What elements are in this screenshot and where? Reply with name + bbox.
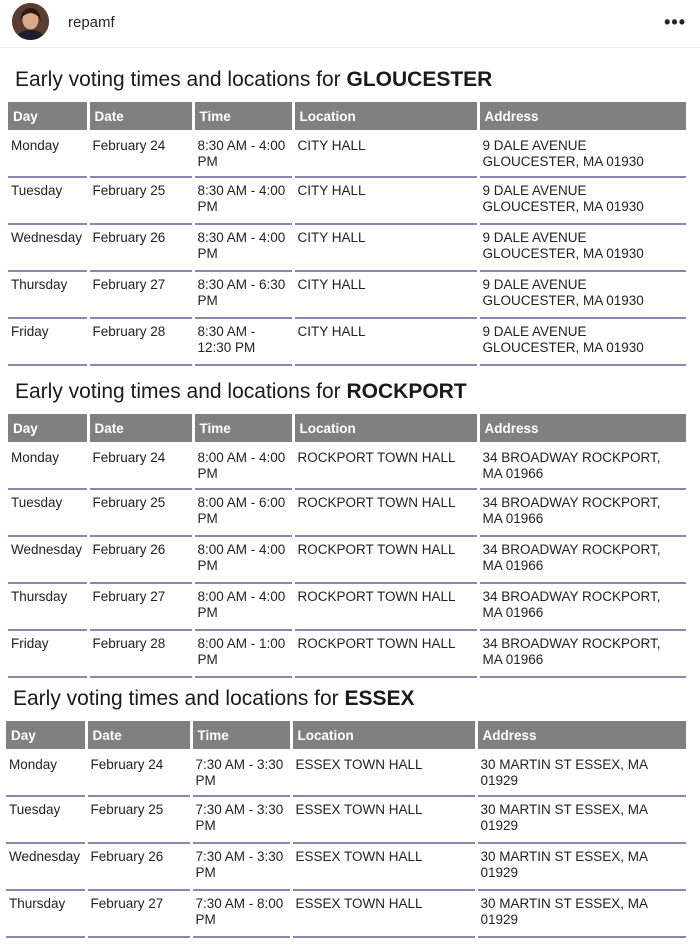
cell-location: CITY HALL: [293, 177, 478, 224]
cell-address: 9 DALE AVENUE GLOUCESTER, MA 01930: [478, 177, 686, 224]
table-row: [8, 489, 686, 536]
cell-time: 7:30 AM - 3:30 PM: [191, 749, 291, 796]
cell-address: 30 MARTIN ST ESSEX, MA 01929: [476, 749, 686, 796]
cell-time: 7:30 AM - 3:30 PM: [191, 843, 291, 890]
cell-date: February 26: [88, 224, 193, 271]
cell-date: February 28: [88, 318, 193, 365]
cell-date: February 25: [88, 489, 193, 536]
table-header-row: [8, 414, 686, 442]
section-title-town: ESSEX: [344, 687, 415, 710]
table-row: [8, 318, 686, 365]
cell-day: Friday: [8, 630, 88, 677]
cell-day: Tuesday: [8, 177, 88, 224]
cell-date: February 26: [86, 843, 191, 890]
cell-location: ROCKPORT TOWN HALL: [293, 489, 478, 536]
table-row: [8, 442, 686, 489]
cell-day: Thursday: [8, 271, 88, 318]
column-header-address: Address: [478, 414, 686, 442]
schedule-table-rockport: [8, 414, 686, 678]
cell-address: 34 BROADWAY ROCKPORT, MA 01966: [478, 442, 686, 489]
cell-location: CITY HALL: [293, 318, 478, 365]
cell-location: ESSEX TOWN HALL: [291, 796, 476, 843]
cell-address: 9 DALE AVENUE GLOUCESTER, MA 01930: [478, 224, 686, 271]
table-row: [8, 583, 686, 630]
cell-day: Wednesday: [8, 224, 88, 271]
cell-date: February 25: [88, 177, 193, 224]
avatar[interactable]: [12, 3, 49, 40]
column-header-address: Address: [476, 721, 686, 749]
column-header-date: Date: [86, 721, 191, 749]
cell-day: Monday: [8, 442, 88, 489]
table-row: [6, 890, 686, 937]
cell-date: February 25: [86, 796, 191, 843]
cell-location: ROCKPORT TOWN HALL: [293, 442, 478, 489]
table-row: [6, 843, 686, 890]
table-row: [6, 749, 686, 796]
cell-day: Thursday: [6, 890, 86, 937]
cell-date: February 27: [88, 583, 193, 630]
cell-time: 8:00 AM - 4:00 PM: [193, 442, 293, 489]
section-title-town: GLOUCESTER: [346, 68, 493, 91]
cell-time: 8:00 AM - 1:00 PM: [193, 630, 293, 677]
cell-day: Monday: [6, 749, 86, 796]
cell-time: 7:30 AM - 3:30 PM: [191, 796, 291, 843]
post-username[interactable]: repamf: [68, 14, 115, 31]
section-title-essex: [13, 687, 415, 711]
cell-location: CITY HALL: [293, 130, 478, 177]
cell-date: February 24: [86, 749, 191, 796]
cell-address: 30 MARTIN ST ESSEX, MA 01929: [476, 843, 686, 890]
column-header-address: Address: [478, 102, 686, 130]
cell-day: Monday: [8, 130, 88, 177]
column-header-location: Location: [291, 721, 476, 749]
section-title-town: ROCKPORT: [346, 380, 467, 403]
schedule-table-gloucester: [8, 102, 686, 366]
cell-date: February 26: [88, 536, 193, 583]
table-row: [8, 630, 686, 677]
cell-day: Wednesday: [6, 843, 86, 890]
column-header-time: Time: [193, 414, 293, 442]
column-header-date: Date: [88, 414, 193, 442]
cell-time: 8:30 AM - 4:00 PM: [193, 177, 293, 224]
cell-address: 30 MARTIN ST ESSEX, MA 01929: [476, 796, 686, 843]
cell-address: 9 DALE AVENUE GLOUCESTER, MA 01930: [478, 318, 686, 365]
column-header-date: Date: [88, 102, 193, 130]
cell-date: February 28: [88, 630, 193, 677]
cell-time: 8:00 AM - 4:00 PM: [193, 536, 293, 583]
column-header-location: Location: [293, 102, 478, 130]
table-header-row: [8, 102, 686, 130]
schedule-table-essex: [6, 721, 686, 938]
cell-address: 34 BROADWAY ROCKPORT, MA 01966: [478, 583, 686, 630]
section-title-rockport: [15, 380, 467, 404]
column-header-day: Day: [6, 721, 86, 749]
table-row: [8, 271, 686, 318]
cell-location: ESSEX TOWN HALL: [291, 749, 476, 796]
cell-location: ROCKPORT TOWN HALL: [293, 630, 478, 677]
cell-address: 34 BROADWAY ROCKPORT, MA 01966: [478, 630, 686, 677]
cell-address: 9 DALE AVENUE GLOUCESTER, MA 01930: [478, 130, 686, 177]
cell-date: February 24: [88, 442, 193, 489]
column-header-time: Time: [193, 102, 293, 130]
cell-location: CITY HALL: [293, 271, 478, 318]
cell-location: ROCKPORT TOWN HALL: [293, 583, 478, 630]
cell-address: 9 DALE AVENUE GLOUCESTER, MA 01930: [478, 271, 686, 318]
cell-time: 8:30 AM - 4:00 PM: [193, 130, 293, 177]
cell-time: 8:00 AM - 6:00 PM: [193, 489, 293, 536]
cell-time: 7:30 AM - 8:00 PM: [191, 890, 291, 937]
cell-location: ESSEX TOWN HALL: [291, 843, 476, 890]
cell-date: February 27: [86, 890, 191, 937]
cell-location: ESSEX TOWN HALL: [291, 890, 476, 937]
table-row: [8, 224, 686, 271]
column-header-day: Day: [8, 102, 88, 130]
cell-address: 34 BROADWAY ROCKPORT, MA 01966: [478, 536, 686, 583]
column-header-day: Day: [8, 414, 88, 442]
cell-location: CITY HALL: [293, 224, 478, 271]
cell-day: Tuesday: [8, 489, 88, 536]
cell-time: 8:30 AM - 6:30 PM: [193, 271, 293, 318]
table-row: [8, 130, 686, 177]
column-header-location: Location: [293, 414, 478, 442]
cell-date: February 27: [88, 271, 193, 318]
table-row: [8, 536, 686, 583]
cell-address: 30 MARTIN ST ESSEX, MA 01929: [476, 890, 686, 937]
cell-location: ROCKPORT TOWN HALL: [293, 536, 478, 583]
avatar-image: [12, 3, 49, 40]
post-header: [0, 0, 700, 48]
cell-time: 8:00 AM - 4:00 PM: [193, 583, 293, 630]
cell-address: 34 BROADWAY ROCKPORT, MA 01966: [478, 489, 686, 536]
cell-day: Wednesday: [8, 536, 88, 583]
table-row: [6, 796, 686, 843]
cell-day: Tuesday: [6, 796, 86, 843]
cell-day: Thursday: [8, 583, 88, 630]
table-row: [8, 177, 686, 224]
cell-date: February 24: [88, 130, 193, 177]
section-title-prefix: Early voting times and locations for: [13, 687, 345, 710]
section-title-prefix: Early voting times and locations for: [15, 380, 347, 403]
section-title-gloucester: [15, 68, 492, 92]
column-header-time: Time: [191, 721, 291, 749]
section-title-prefix: Early voting times and locations for: [15, 68, 347, 91]
cell-day: Friday: [8, 318, 88, 365]
cell-time: 8:30 AM - 12:30 PM: [193, 318, 293, 365]
cell-time: 8:30 AM - 4:00 PM: [193, 224, 293, 271]
table-header-row: [6, 721, 686, 749]
more-options-icon[interactable]: •••: [664, 12, 686, 32]
